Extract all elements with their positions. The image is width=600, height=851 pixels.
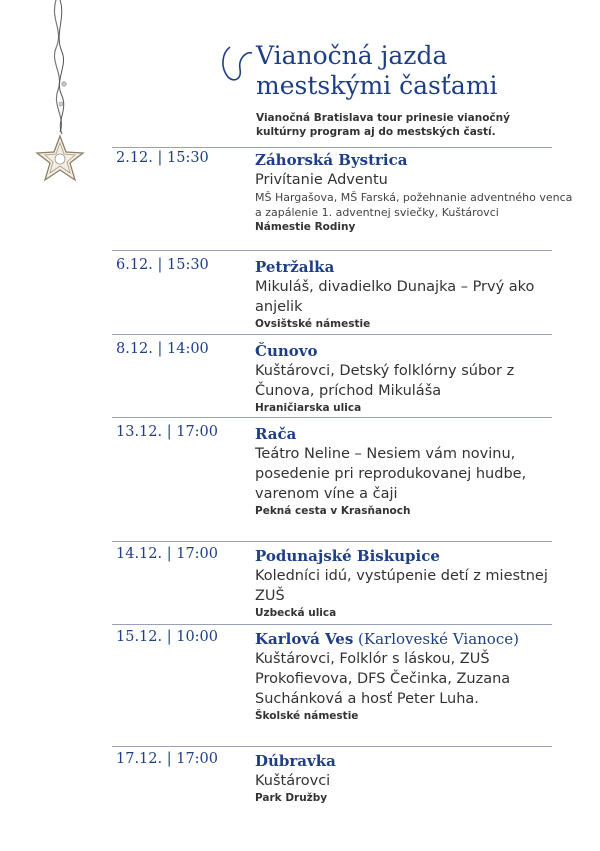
- event-location: Školské námestie: [255, 710, 359, 722]
- event-location: Park Družby: [255, 792, 328, 804]
- event-description: MŠ Hargašova, MŠ Farská, požehnanie adventného venca a zapálenie 1. adventnej sviečky, Kuštárovci: [255, 191, 573, 219]
- page-title: [228, 41, 588, 101]
- event-program: Privítanie Adventu: [255, 172, 388, 188]
- divider: [112, 250, 552, 251]
- event-program: Koledníci idú, vystúpenie detí z miestnej ZUŠ: [255, 568, 548, 604]
- event-program: Mikuláš, divadielko Dunajka – Prvý ako anjelik: [255, 279, 535, 315]
- event-place: Rača: [255, 425, 297, 443]
- event-place-extra: (Karloveské Vianoce): [353, 630, 519, 648]
- event-date: 15.12. | 10:00: [116, 629, 219, 645]
- event-place: [255, 629, 575, 649]
- event-location: Námestie Rodiny: [255, 221, 356, 233]
- event-location: Ovsištské námestie: [255, 318, 371, 330]
- event-program: Teátro Neline – Nesiem vám novinu, posedenie pri reprodukovanej hudbe, varenom víne a čaji: [255, 446, 527, 502]
- title-line-1: Vianočná jazda: [256, 41, 448, 70]
- swash-ornament-icon: [220, 45, 254, 83]
- title-line-2: mestskými časťami: [256, 71, 498, 100]
- divider: [112, 417, 552, 418]
- divider: [112, 746, 552, 747]
- event-date: 17.12. | 17:00: [116, 751, 219, 767]
- event-place: Petržalka: [255, 258, 335, 276]
- divider: [112, 541, 552, 542]
- divider: [112, 624, 552, 625]
- event-program: Kuštárovci, Detský folklórny súbor z Čunova, príchod Mikuláša: [255, 363, 515, 399]
- event-location: Hraničiarska ulica: [255, 402, 362, 414]
- divider: [112, 147, 552, 148]
- divider: [112, 334, 552, 335]
- star-ornament-icon: [20, 0, 120, 220]
- event-date: 13.12. | 17:00: [116, 424, 219, 440]
- event-place: Dúbravka: [255, 752, 336, 770]
- event-date: 14.12. | 17:00: [116, 546, 219, 562]
- event-place: Čunovo: [255, 342, 318, 360]
- event-location: Pekná cesta v Krasňanoch: [255, 505, 411, 517]
- event-place: Záhorská Bystrica: [255, 151, 408, 169]
- event-program: Kuštárovci: [255, 773, 331, 789]
- intro-text: Vianočná Bratislava tour prinesie vianočný kultúrny program aj do mestských častí.: [256, 112, 510, 138]
- event-program: Kuštárovci, Folklór s láskou, ZUŠ Prokofievova, DFS Čečinka, Zuzana Suchánková a hosť Peter Luha.: [255, 651, 511, 707]
- event-place: Podunajské Biskupice: [255, 547, 440, 565]
- event-place-name: Karlová Ves: [255, 630, 354, 648]
- event-date: 2.12. | 15:30: [116, 150, 209, 166]
- event-date: 8.12. | 14:00: [116, 341, 209, 357]
- event-date: 6.12. | 15:30: [116, 257, 209, 273]
- event-location: Uzbecká ulica: [255, 607, 337, 619]
